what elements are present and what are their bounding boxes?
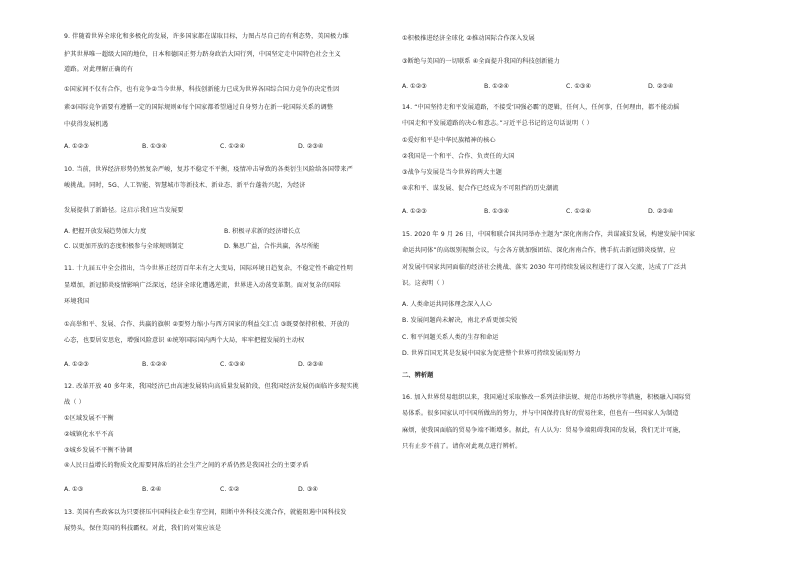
q12-option-a[interactable]: A. ①③ bbox=[64, 486, 84, 493]
q10-options-row-1 bbox=[64, 228, 300, 236]
q14-line-2: 中国走和平发展道路的决心和意志。”习近平总书记的这句话说明（ ） bbox=[402, 120, 593, 127]
q11-option-d[interactable]: D. ②③④ bbox=[298, 361, 324, 368]
q16-line-4: 只有止步不前了。请你对此观点进行辨析。 bbox=[402, 443, 522, 450]
q11-option-b[interactable]: B. ①②④ bbox=[142, 361, 167, 368]
q10-line-2: 峻挑战。同时，5G、人工智能、智慧城市等新技术、新业态、新平台蓬勃兴起，为经济 bbox=[64, 182, 306, 189]
q9-options bbox=[64, 143, 323, 151]
q12-line-5: ③城乡发展不平衡不协调 bbox=[64, 447, 133, 454]
q13-option-c[interactable]: C. ①③④ bbox=[566, 83, 591, 90]
q9-option-d[interactable]: D. ②③④ bbox=[298, 143, 324, 150]
q11-line-5: 心态，也要居安思危，增强风险意识 ④统筹国际国内两个大局，牢牢把握发展的主动权 bbox=[64, 337, 305, 344]
q14-option-d[interactable]: D. ②③④ bbox=[648, 208, 674, 215]
q9-line-4: ①国家间不仅有合作，也有竞争②当今世界，科技创新能力已成为世界各国综合国力竞争的决定性因 bbox=[64, 86, 340, 93]
q14-option-a[interactable]: A. ①②③ bbox=[402, 208, 427, 215]
q12-line-3: ①区域发展不平衡 bbox=[64, 415, 114, 422]
q10-line-1: 10. 当前，世界经济形势仍然复杂严峻，复苏不稳定不平衡，疫情冲击导致的各类衍生风险给各国带来严 bbox=[64, 166, 353, 173]
q10-option-b[interactable]: B. 积极寻求新的经济增长点 bbox=[224, 228, 301, 235]
section-heading: 二、辨析题 bbox=[402, 372, 434, 379]
q12-line-6: ④人民日益增长的物质文化需要同落后的社会生产之间的矛盾仍然是我国社会的主要矛盾 bbox=[64, 462, 309, 469]
q15-choice-b[interactable]: B. 发展问题尚未解决，南北矛盾更加尖锐 bbox=[402, 317, 518, 324]
q15-line-4: 识。这表明（ ） bbox=[402, 280, 449, 287]
q15-line-2: 命运共同体”的高级别视频会议，与会各方就加强团结、深化南南合作，携手抗击新冠肺炎疫情，应 bbox=[402, 247, 676, 254]
q9-line-3: 道路。对此理解正确的有 bbox=[64, 66, 134, 73]
q14-line-5: ③战争与发展是当今世界的两大主题 bbox=[402, 169, 502, 176]
q14-option-c[interactable]: C. ①②④ bbox=[566, 208, 591, 215]
q12-option-c[interactable]: C. ①② bbox=[220, 486, 240, 493]
q13-line-1: 13. 美国有些政客以为只要挤压中国科技企业生存空间，阻断中外科技交流合作，就能阻遏中国科技发 bbox=[64, 509, 347, 516]
q16-line-3: 麻烦，使我国面临的贸易争端不断增多。据此，有人认为：贸易争端阻碍我国的发展，我们无计可施， bbox=[402, 427, 685, 434]
q9-option-c[interactable]: C. ①②④ bbox=[220, 143, 245, 150]
q12-line-1: 12. 改革开放 40 多年来，我国经济已由高速发展转向高质量发展阶段，但我国经济发展仍面临许多现实挑 bbox=[64, 383, 359, 390]
q13-option-d[interactable]: D. ②③④ bbox=[648, 83, 674, 90]
q12-option-d[interactable]: D. ③④ bbox=[298, 486, 318, 493]
q10-option-c[interactable]: C. 以更加开放的态度积极参与全球规则制定 bbox=[64, 243, 184, 250]
q10-option-d[interactable]: D. 集思广益，合作共赢，各尽所能 bbox=[224, 243, 320, 250]
q12-options bbox=[64, 486, 318, 494]
q9-line-5: 素③国际竞争需要有遵循一定的国际规则④每个国家都希望通过自身努力在新一轮国际关系的调整 bbox=[64, 104, 334, 111]
q10-line-3: 发展提供了新路径。这启示我们应当发展要 bbox=[64, 207, 184, 214]
q11-option-c[interactable]: C. ①③④ bbox=[220, 361, 245, 368]
q9-option-a[interactable]: A. ①②③ bbox=[64, 143, 89, 150]
q15-choice-d[interactable]: D. 世界百国无其是发展中国家为促进整个世界可持续发展而努力 bbox=[402, 350, 581, 357]
q15-choice-a[interactable]: A. 人类命运共同体理念深入人心 bbox=[402, 301, 493, 308]
q9-line-2: 护其世界唯一超级大国的地位，日本和德国正努力跻身政治大国行列，中国坚定走中国特色社会主义 bbox=[64, 51, 341, 58]
q10-options-row-2 bbox=[64, 243, 319, 251]
q14-line-6: ④求和平、谋发展、促合作已经成为不可阻挡的历史潮流 bbox=[402, 185, 559, 192]
q11-options bbox=[64, 361, 323, 369]
q11-line-2: 显增加，新冠肺炎疫情影响广泛深远，经济全球化遭遇逆流，世界进入动荡变革期。面对复杂的国际 bbox=[64, 282, 341, 289]
q13-options bbox=[402, 83, 673, 91]
q14-line-1: 14. “中国坚持走和平发展道路，不接受‘国强必霸’的逻辑，任何人，任何事，任何理由，都不能动摇 bbox=[402, 104, 680, 111]
q10-option-a[interactable]: A. 把握开放发展趋势加大力度 bbox=[64, 228, 147, 235]
q15-choice-c[interactable]: C. 和平问题关系人类的生存和命运 bbox=[402, 334, 499, 341]
q9-line-6: 中获得发展机遇 bbox=[64, 121, 109, 128]
q13-statement-1: ①积极推进经济全球化 ②推动国际合作深入发展 bbox=[402, 35, 535, 42]
q13-line-2: 展势头，保住美国的科技霸权。对此，我们的对策应该是 bbox=[64, 525, 222, 532]
q11-option-a[interactable]: A. ①②③ bbox=[64, 361, 89, 368]
q14-line-4: ②我国是一个和平、合作、负责任的大国 bbox=[402, 153, 515, 160]
q15-line-1: 15. 2020 年 9 月 26 日，中国和联合国共同举办主题为“深化南南合作，共谋减贫发展，构建发展中国家 bbox=[402, 231, 696, 238]
q12-line-2: 战（ ） bbox=[64, 399, 85, 406]
q13-statement-2: ③断绝与美国的一切联系 ④全面提升我国的科技创新能力 bbox=[402, 58, 560, 65]
q15-line-3: 对发展中国家共同面临的经济社会挑战、落实 2030 年可持续发展议程进行了深入交流，达成了广泛共 bbox=[402, 264, 687, 271]
q14-options bbox=[402, 208, 673, 216]
q12-line-4: ②城镇化水平不高 bbox=[64, 431, 114, 438]
q12-option-b[interactable]: B. ②④ bbox=[142, 486, 162, 493]
q9-option-b[interactable]: B. ①③④ bbox=[142, 143, 167, 150]
q9-line-1: 9. 伴随着世界全球化和多极化的发展，许多国家都在谋取目标，力图占尽自己的有利态势，美国极力维 bbox=[64, 33, 349, 40]
q11-line-4: ①高举和平、发展、合作、共赢的旗帜 ②要努力缩小与西方国家的利益交汇点 ③既要保持积极、开放的 bbox=[64, 321, 350, 328]
q16-line-1: 16. 加入世界贸易组织以来，我国通过采取修改一系列法律法规、规范市场秩序等措施，积极融入国际贸 bbox=[402, 394, 691, 401]
q13-option-b[interactable]: B. ①②④ bbox=[484, 83, 509, 90]
q14-option-b[interactable]: B. ①③④ bbox=[484, 208, 509, 215]
q11-line-1: 11. 十九届五中全会指出，当今世界正经历百年未有之大变局，国际环境日趋复杂，不稳定性不确定性明 bbox=[64, 265, 353, 272]
q14-line-3: ①爱好和平是中华民族精神的核心 bbox=[402, 137, 496, 144]
q13-option-a[interactable]: A. ①②③ bbox=[402, 83, 427, 90]
q16-line-2: 易体系。很多国家认可中国所做出的努力，并与中国保持良好的贸易往来，但也有一些国家人为制造 bbox=[402, 410, 679, 417]
q11-line-3: 环境我国 bbox=[64, 298, 90, 305]
